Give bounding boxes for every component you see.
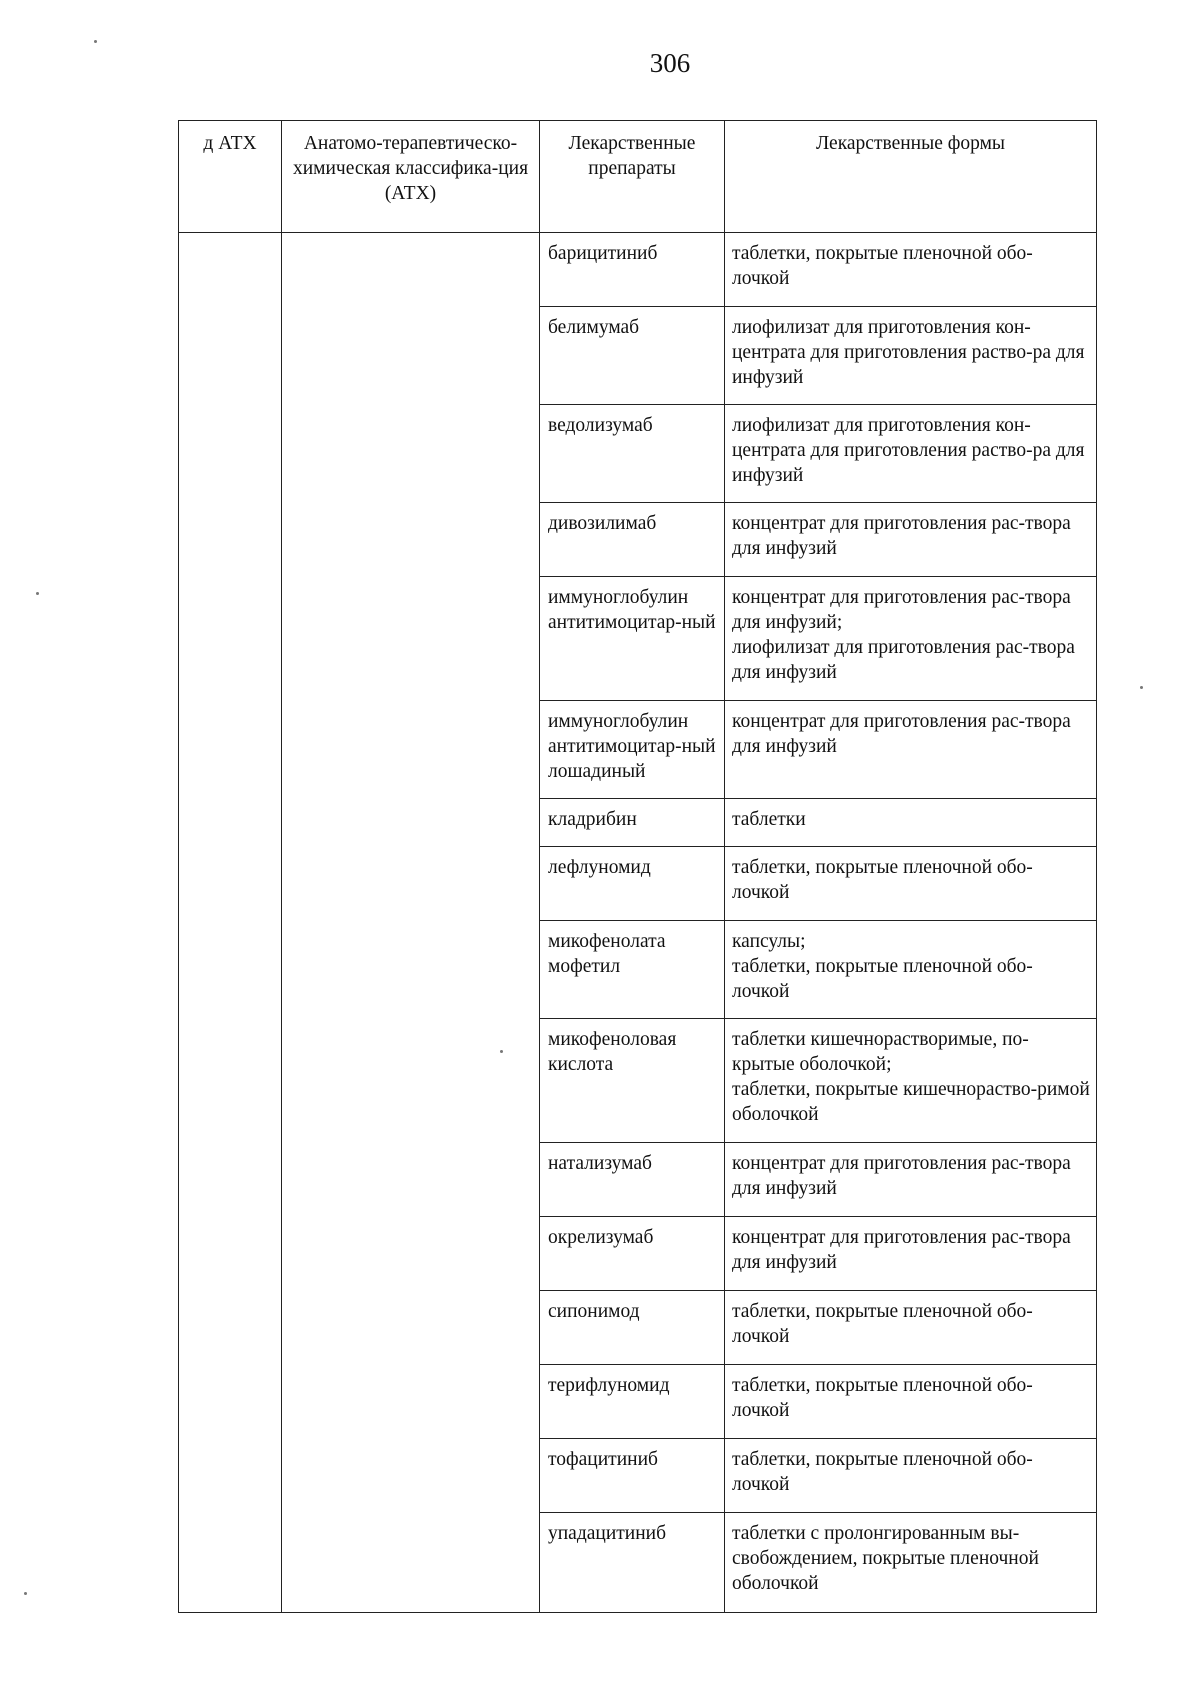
- drug-name-cell: терифлуномид: [540, 1365, 725, 1439]
- drug-name-cell: тофацитиниб: [540, 1439, 725, 1513]
- drug-name-cell: микофенолата мофетил: [540, 921, 725, 1019]
- drug-name-cell: барицитиниб: [540, 233, 725, 307]
- scan-speck: [1140, 686, 1143, 689]
- dosage-form-cell: таблетки, покрытые пленочной обо-лочкой: [725, 1365, 1097, 1439]
- drug-name-cell: иммуноглобулин антитимоцитар-ный лошадиный: [540, 701, 725, 799]
- table-header: [179, 121, 1097, 233]
- scan-speck: [36, 592, 39, 595]
- header-dosage-forms: Лекарственные формы: [725, 121, 1097, 233]
- scan-speck: [94, 40, 97, 43]
- drug-name-cell: ведолизумаб: [540, 405, 725, 503]
- dosage-form-cell: концентрат для приготовления рас-твора для инфузий: [725, 1217, 1097, 1291]
- dosage-form-cell: концентрат для приготовления рас-твора для инфузий; лиофилизат для приготовления рас-твора для инфузий: [725, 577, 1097, 701]
- drug-table-container: [178, 120, 1096, 1613]
- table-row: [179, 233, 1097, 307]
- atc-code-cell: [179, 233, 282, 1613]
- dosage-form-cell: таблетки, покрытые пленочной обо-лочкой: [725, 847, 1097, 921]
- dosage-form-cell: капсулы; таблетки, покрытые пленочной обо-лочкой: [725, 921, 1097, 1019]
- dosage-form-cell: таблетки, покрытые пленочной обо-лочкой: [725, 1291, 1097, 1365]
- table-body: [179, 233, 1097, 1613]
- drug-name-cell: сипонимод: [540, 1291, 725, 1365]
- dosage-form-cell: таблетки, покрытые пленочной обо-лочкой: [725, 233, 1097, 307]
- drug-name-cell: иммуноглобулин антитимоцитар-ный: [540, 577, 725, 701]
- dosage-form-cell: концентрат для приготовления рас-твора для инфузий: [725, 701, 1097, 799]
- drug-name-cell: кладрибин: [540, 799, 725, 847]
- drug-name-cell: дивозилимаб: [540, 503, 725, 577]
- drug-name-cell: натализумаб: [540, 1143, 725, 1217]
- drug-name-cell: микофеноловая кислота: [540, 1019, 725, 1143]
- drug-name-cell: белимумаб: [540, 307, 725, 405]
- drug-table: [178, 120, 1097, 1613]
- scan-speck: [500, 1050, 503, 1053]
- atc-classification-cell: [282, 233, 540, 1613]
- dosage-form-cell: концентрат для приготовления рас-твора для инфузий: [725, 503, 1097, 577]
- dosage-form-cell: лиофилизат для приготовления кон-центрата для приготовления раство-ра для инфузий: [725, 405, 1097, 503]
- header-row: [179, 121, 1097, 233]
- dosage-form-cell: таблетки: [725, 799, 1097, 847]
- scan-speck: [24, 1592, 27, 1595]
- dosage-form-cell: таблетки кишечнорастворимые, по-крытые оболочкой; таблетки, покрытые кишечнораство-римой оболочкой: [725, 1019, 1097, 1143]
- drug-name-cell: упадацитиниб: [540, 1513, 725, 1613]
- dosage-form-cell: концентрат для приготовления рас-твора для инфузий: [725, 1143, 1097, 1217]
- dosage-form-cell: таблетки с пролонгированным вы-свобождением, покрытые пленочной оболочкой: [725, 1513, 1097, 1613]
- page-number: 306: [649, 48, 691, 78]
- header-atc-code: д АТХ: [179, 121, 282, 233]
- header-drugs: Лекарственные препараты: [540, 121, 725, 233]
- dosage-form-cell: таблетки, покрытые пленочной обо-лочкой: [725, 1439, 1097, 1513]
- header-atc-classification: Анатомо-терапевтическо-химическая классифика-ция (АТХ): [282, 121, 540, 233]
- drug-name-cell: окрелизумаб: [540, 1217, 725, 1291]
- dosage-form-cell: лиофилизат для приготовления кон-центрата для приготовления раство-ра для инфузий: [725, 307, 1097, 405]
- drug-name-cell: лефлуномид: [540, 847, 725, 921]
